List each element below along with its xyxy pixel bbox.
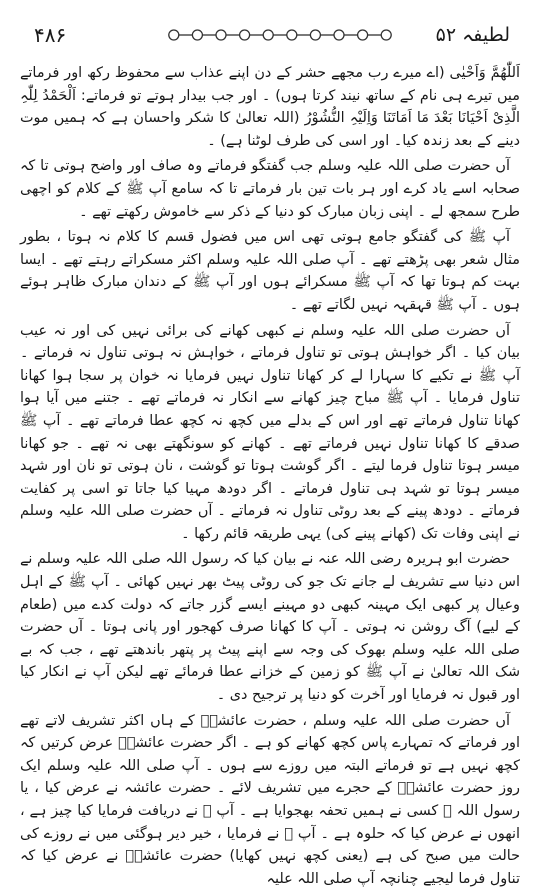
header-ornament (162, 26, 398, 44)
ornament-ring (287, 30, 297, 40)
body-text (20, 62, 520, 893)
page-header (12, 22, 528, 50)
paragraph: آپ ﷺ کی گفتگو جامع ہوتی تھی اس میں فضول قسم کا کلام نہ ہوتا ، بطور مثال شعر بھی پڑھتے تھے ۔ آپ صلی اللہ علیہ وسلم اکثر مسکراتے رہتے تھے ۔ ایسا بہت کم ہوتا تھا کہ آپ ﷺ مسکرائے ہوں اور آپ ﷺ کے دندان مبارک ظاہر ہوئے ہوں ۔ آپ ﷺ قہقہہ نہیں لگاتے تھے ۔ (20, 229, 520, 313)
paragraph: حضرت ابو ہریرہ رضی اللہ عنہ نے بیان کیا کہ رسول اللہ صلی اللہ علیہ وسلم نے اس دنیا سے تشریف لے جانے تک جو کی روٹی پیٹ بھر نہیں کھائی ۔ آپ ﷺ کے اہل وعیال پر کبھی ایک مہینہ کبھی دو مہینے ایسے گزر جاتے کہ دولت کدے میں (طعام کے لیے) آگ روشن نہ ہوتی ۔ آپ کا کھانا صرف کھجور اور پانی ہوتا ۔ آں حضرت صلی اللہ علیہ وسلم بھوک کی وجہ سے اپنے پیٹ پر پتھر باندھتے تھے ، جب کہ بے شک اللہ تعالیٰ نے آپ ﷺ کو زمین کے خزانے عطا فرمائے تھے لیکن آپ نے انکار کیا اور قبول نہ فرمایا اور آخرت کو دنیا پر ترجیح دی ۔ (20, 551, 520, 704)
ornament-ring (334, 30, 344, 40)
ornament-ring (169, 30, 179, 40)
paragraph: آں حضرت صلی اللہ علیہ وسلم جب گفتگو فرماتے وہ صاف اور واضح ہوتی تا کہ صحابہ اسے یاد کرے اور ہر بات تین بار فرماتے تا کہ سامع آپ ﷺ کے کلام کو اچھی طرح سمجھ لے ۔ اپنی زبان مبارک کو دنیا کے ذکر سے خاموش رکھتے تھے ۔ (20, 158, 520, 220)
ornament-ring (192, 30, 202, 40)
paragraph: اَللّٰھُمَّ وَاَحْیٰی (اے میرے رب مجھے حشر کے دن اپنے عذاب سے محفوظ رکھ اور فرماتے میں تیرے ہی نام کے ساتھ نیند کرتا ہوں) ۔ اور جب بیدار ہوتے تو فرماتے: اَلْحَمْدُ لِلّٰہِ الَّذِیْ اَحْیَانَا بَعْدَ مَا اَمَاتَنَا وَاِلَیْہِ النُّشُوْرُ (اللہ تعالیٰ کا شکر واحسان ہے کہ ہمیں موت دینے کے بعد زندہ کیا۔ اور اسی کی طرف لوٹنا ہے) ۔ (20, 65, 520, 149)
running-title: لطیفہ ۵۲ (435, 24, 510, 46)
page-number: ۴۸۶ (34, 23, 67, 47)
paragraph: آں حضرت صلی اللہ علیہ وسلم نے کبھی کھانے کی برائی نہیں کی اور نہ عیب بیان کیا ۔ اگر خواہش ہوتی تو تناول فرماتے ، خواہش نہ ہوتی تناول نہ فرماتے ۔ آپ ﷺ نے تکیے کا سہارا لے کر کھانا تناول نہیں فرمایا نہ خوان پر سجا ہوا کھانا تناول فرمایا ۔ آپ ﷺ مباح چیز کھانے سے انکار نہ فرماتے تھے ۔ جتنے میں آیا ہوا کھانا تناول فرماتے تھے اور اس کے بدلے میں کچھ نہ کچھ عطا فرماتے تھے ۔ آپ ﷺ صدقے کا کھانا تناول نہیں فرماتے تھے ۔ کھانے کو سونگھتے بھی نہ تھے ۔ جو کھانا میسر ہوتا تناول فرما لیتے ۔ اگر گوشت ہوتا تو گوشت ، نان ہوتی تو نان اور شہد میسر ہوتا تو شہد ہی تناول فرماتے ۔ اگر دودھ مہیا کیا جاتا تو اسی پر کفایت فرماتے ۔ دودھ پینے کے بعد روٹی تناول نہ فرماتے ۔ آں حضرت صلی اللہ علیہ وسلم نے اپنی وفات تک (کھانے پینے کی) یہی طریقہ قائم رکھا ۔ (20, 322, 520, 542)
ornament-ring (358, 30, 368, 40)
ornament-ring (381, 30, 391, 40)
ornament-ring (240, 30, 250, 40)
ornament-ring (263, 30, 273, 40)
ornament-ring (310, 30, 320, 40)
paragraph: آں حضرت صلی اللہ علیہ وسلم ، حضرت عائشہؓ کے ہاں اکثر تشریف لاتے تھے اور فرماتے کہ تمہارے پاس کچھ کھانے کو ہے ۔ اگر حضرت عائشہؓ عرض کرتیں کہ کچھ نہیں ہے تو فرماتے البتہ میں روزے سے ہوں ۔ آپ صلی اللہ علیہ وسلم ایک روز حضرت عائشہؓ کے حجرے میں تشریف لائے ۔ حضرت عائشہ نے عرض کیا ، یا رسول اللہ ﷺ کسی نے ہمیں تحفہ بھجوایا ہے ۔ آپ ﷺ نے دریافت فرمایا کیا چیز ہے ، انھوں نے عرض کیا کہ حلوہ ہے ۔ آپ ﷺ نے فرمایا ، خیر دیر ہوگئی میں نے روزے کی حالت میں صبح کی ہے (یعنی کچھ نہیں کھایا) حضرت عائشہؓ نے عرض کیا کہ تناول فرما لیجیے چنانچہ آپ صلی اللہ علیہ (20, 712, 520, 887)
ornament-ring (216, 30, 226, 40)
